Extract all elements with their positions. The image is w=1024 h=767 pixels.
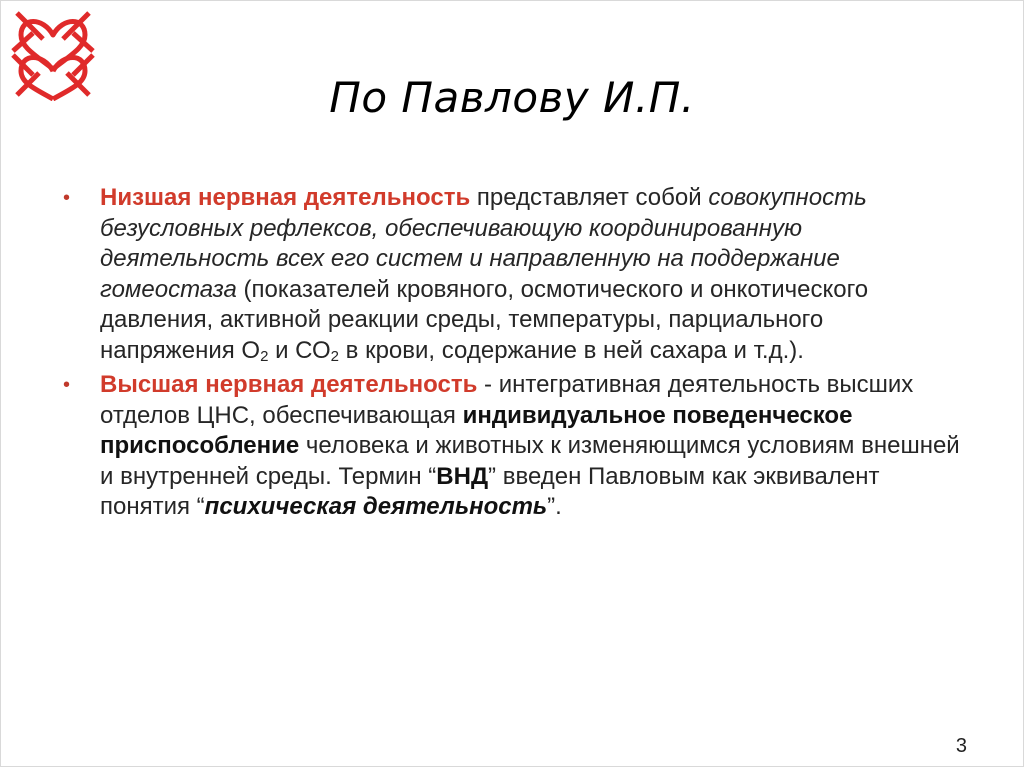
- text-fragment: - интегративная деятельность высших отделов ЦНС, обеспечивающая: [100, 371, 914, 429]
- text-fragment: человека и животных к изменяющимся условиям внешней и внутренней среды. Термин “: [100, 432, 960, 490]
- page-number: 3: [955, 735, 967, 757]
- bold-abbreviation: ВНД: [436, 462, 489, 490]
- term-lower-nervous-activity: Низшая нервная деятельность: [100, 184, 471, 211]
- text-fragment: в крови, содержание в ней сахара и т.д.).: [338, 336, 804, 364]
- italic-definition: совокупность безусловных рефлексов, обеспечивающую координированную деятельность всех его систем и направленную на поддержание гомеостаза: [100, 184, 867, 303]
- subscript: 2: [260, 347, 269, 365]
- bold-italic-phrase: психическая деятельность: [204, 493, 548, 520]
- text-fragment: представляет собой: [470, 184, 709, 211]
- text-fragment: ”.: [547, 493, 562, 520]
- text-fragment: (показателей кровяного, осмотического и онкотического давления, активной реакции среды, температуры, парциального напряжения О: [100, 275, 869, 364]
- text-fragment: и СО: [268, 336, 331, 364]
- subscript: 2: [330, 347, 339, 365]
- bullet-dot-icon: •: [63, 374, 71, 396]
- bullet-dot-icon: •: [63, 187, 71, 209]
- bold-phrase: индивидуальное поведенческое приспособление: [100, 401, 853, 459]
- bullet-list: [63, 183, 963, 527]
- text-fragment: ” введен Павловым как эквивалент понятия “: [100, 462, 880, 520]
- bullet-item-higher-nervous-activity: [63, 370, 963, 523]
- slide-title: По Павлову И.П.: [329, 73, 695, 122]
- term-higher-nervous-activity: Высшая нервная деятельность: [100, 371, 478, 398]
- bullet-item-lower-nervous-activity: [63, 183, 963, 366]
